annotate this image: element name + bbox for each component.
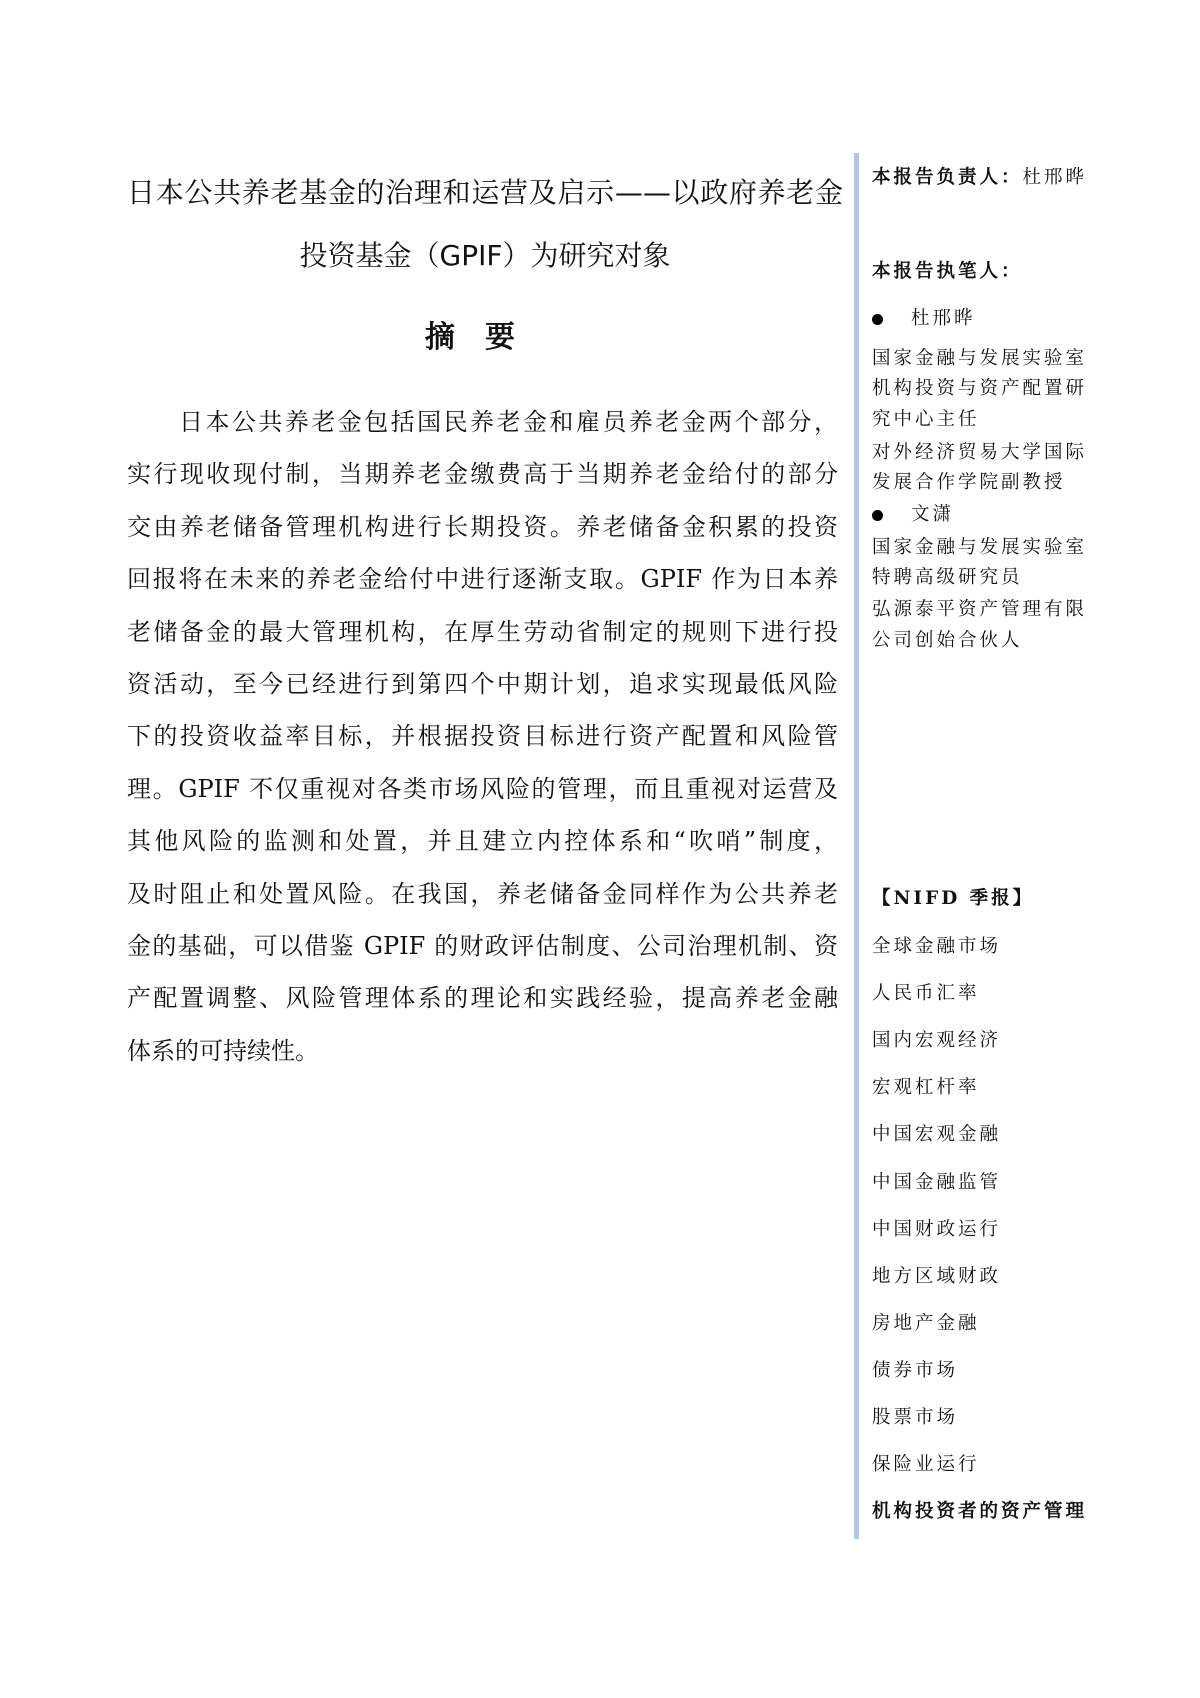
series-item: 中国财政运行 <box>872 1218 1002 1240</box>
series-item: 中国金融监管 <box>872 1171 1002 1193</box>
author-name: 杜邢晔 <box>911 308 976 329</box>
series-item-current: 机构投资者的资产管理 <box>872 1501 1088 1523</box>
series-item: 国内宏观经济 <box>872 1030 1002 1052</box>
series-item: 股票市场 <box>872 1407 959 1428</box>
abstract-line: 及时阻止和处置风险。在我国，养老储备金同样作为公共养老 <box>127 879 838 908</box>
series-item: 保险业运行 <box>872 1454 980 1476</box>
abstract-line: 下的投资收益率目标，并根据投资目标进行资产配置和风险管 <box>127 722 838 751</box>
report-responsible <box>872 163 1087 189</box>
bullet-icon <box>872 314 883 325</box>
responsible-name: 杜邢晔 <box>1022 167 1088 188</box>
author-affiliation-line: 发展合作学院副教授 <box>872 472 1066 493</box>
author-affiliation-line: 特聘高级研究员 <box>872 567 1023 588</box>
author-name: 文潇 <box>911 504 955 525</box>
series-item: 中国宏观金融 <box>872 1124 1002 1146</box>
author-affiliation-line: 公司创始合伙人 <box>872 630 1023 651</box>
author-affiliation-line: 弘源泰平资产管理有限 <box>872 599 1088 620</box>
author-affiliation-line: 对外经济贸易大学国际 <box>872 442 1088 463</box>
report-title-line-2: 投资基金（GPIF）为研究对象 <box>299 239 671 272</box>
series-item: 地方区域财政 <box>872 1265 1002 1287</box>
responsible-label: 本报告负责人： <box>872 167 1023 188</box>
abstract-line: 交由养老储备管理机构进行长期投资。养老储备金积累的投资 <box>127 512 838 541</box>
abstract-line: 体系的可持续性。 <box>127 1036 319 1065</box>
authors-label: 本报告执笔人： <box>872 261 1023 282</box>
series-item: 房地产金融 <box>872 1312 980 1334</box>
abstract-line: 日本公共养老金包括国民养老金和雇员养老金两个部分， <box>179 408 838 436</box>
abstract-line: 金的基础，可以借鉴 GPIF 的财政评估制度、公司治理机制、资 <box>127 931 838 960</box>
abstract-line: 老储备金的最大管理机构，在厚生劳动省制定的规则下进行投 <box>127 617 838 646</box>
author-affiliation-line: 国家金融与发展实验室 <box>872 537 1088 558</box>
series-item: 人民币汇率 <box>872 983 980 1005</box>
abstract-line: 回报将在未来的养老金给付中进行逐渐支取。GPIF 作为日本养 <box>127 565 838 594</box>
report-title-line-1: 日本公共养老基金的治理和运营及启示——以政府养老金 <box>127 176 843 209</box>
abstract-heading: 摘要 <box>425 320 545 355</box>
series-item: 全球金融市场 <box>872 936 1002 957</box>
abstract-line: 其他风险的监测和处置，并且建立内控体系和“吹哨”制度， <box>127 827 838 856</box>
abstract-line: 产配置调整、风险管理体系的理论和实践经验，提高养老金融 <box>127 984 838 1013</box>
author-item <box>872 304 976 330</box>
sidebar-divider <box>854 153 859 1539</box>
author-item <box>872 500 954 526</box>
author-affiliation-line: 究中心主任 <box>872 409 980 430</box>
abstract-line: 理。GPIF 不仅重视对各类市场风险的管理，而且重视对运营及 <box>127 774 838 803</box>
series-label: 【NIFD 季报】 <box>872 888 1035 909</box>
abstract-line: 资活动，至今已经进行到第四个中期计划，追求实现最低风险 <box>127 669 838 698</box>
series-item: 宏观杠杆率 <box>872 1077 980 1099</box>
author-affiliation-line: 机构投资与资产配置研 <box>872 378 1088 399</box>
abstract-line: 实行现收现付制，当期养老金缴费高于当期养老金给付的部分 <box>127 460 838 489</box>
bullet-icon <box>872 510 883 521</box>
abstract-body <box>127 396 838 1077</box>
series-item: 债券市场 <box>872 1359 959 1381</box>
author-affiliation-line: 国家金融与发展实验室 <box>872 348 1088 369</box>
